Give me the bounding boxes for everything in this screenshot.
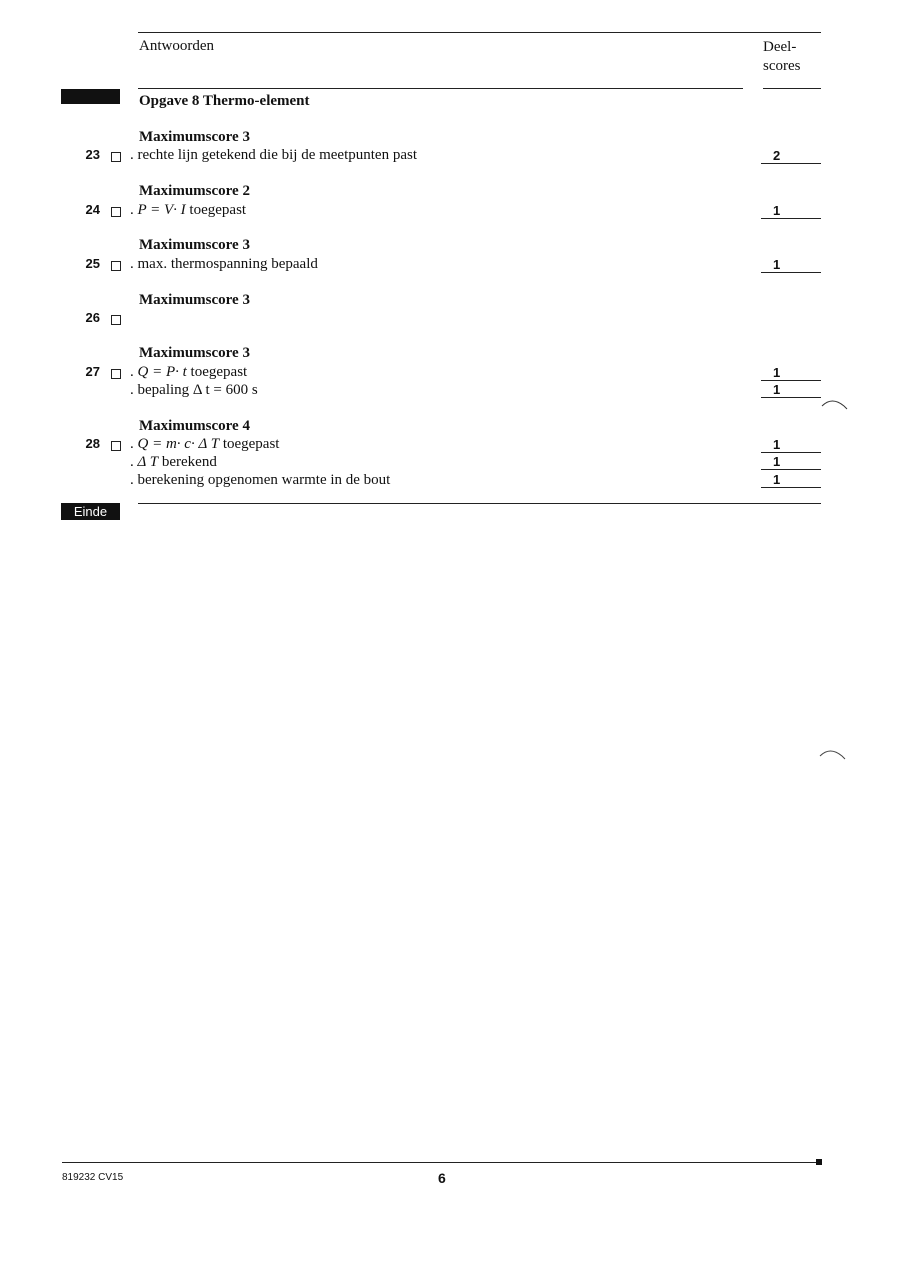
footer-corner-mark [816,1159,822,1165]
section-marker [61,89,120,104]
answer-23-1: . rechte lijn getekend die bij de meetpunten past [130,147,417,163]
scores-heading-line1: Deel- [763,39,797,55]
max-score-26: Maximumscore 3 [139,292,250,308]
question-number-26: 26 [85,310,100,325]
answer-24-1: . P = V· I toegepast [130,202,247,218]
question-number-25: 25 [85,256,100,271]
answer-27-2: . bepaling Δ t = 600 s [130,382,258,398]
checkbox-24[interactable] [111,207,121,217]
answers-heading: Antwoorden [139,38,214,54]
max-score-28: Maximumscore 4 [139,418,250,434]
top-rule [138,32,821,33]
question-number-24: 24 [85,202,100,217]
page-number: 6 [438,1170,446,1186]
end-rule [138,503,821,504]
max-score-24: Maximumscore 2 [139,183,250,199]
score-28-3: 1 [761,472,821,488]
answer-27-1: . Q = P· t toegepast [130,364,248,380]
score-23-1: 2 [761,148,821,164]
header-rule-left [138,88,743,89]
score-27-1: 1 [761,365,821,381]
footer-rule [62,1162,818,1163]
answer-25-1: . max. thermospanning bepaald [130,256,318,272]
max-score-27: Maximumscore 3 [139,345,250,361]
score-28-1: 1 [761,437,821,453]
answer-28-1: . Q = m· c· Δ T toegepast [130,436,280,452]
scores-heading-line2: scores [763,58,801,74]
max-score-23: Maximumscore 3 [139,129,250,145]
header-rule-right [763,88,821,89]
score-25-1: 1 [761,257,821,273]
scan-mark-2 [818,746,848,762]
checkbox-26[interactable] [111,315,121,325]
checkbox-28[interactable] [111,441,121,451]
answer-28-3: . berekening opgenomen warmte in de bout [130,472,391,488]
scan-mark-1 [820,396,850,412]
footer-code: 819232 CV15 [62,1172,124,1183]
section-title: Opgave 8 Thermo-element [139,93,310,109]
checkbox-27[interactable] [111,369,121,379]
question-number-23: 23 [85,147,100,162]
question-number-27: 27 [85,364,100,379]
max-score-25: Maximumscore 3 [139,237,250,253]
checkbox-25[interactable] [111,261,121,271]
checkbox-23[interactable] [111,152,121,162]
question-number-28: 28 [85,436,100,451]
end-marker: Einde [61,503,120,520]
score-28-2: 1 [761,454,821,470]
score-24-1: 1 [761,203,821,219]
score-27-2: 1 [761,382,821,398]
answer-28-2: . Δ T berekend [130,454,217,470]
